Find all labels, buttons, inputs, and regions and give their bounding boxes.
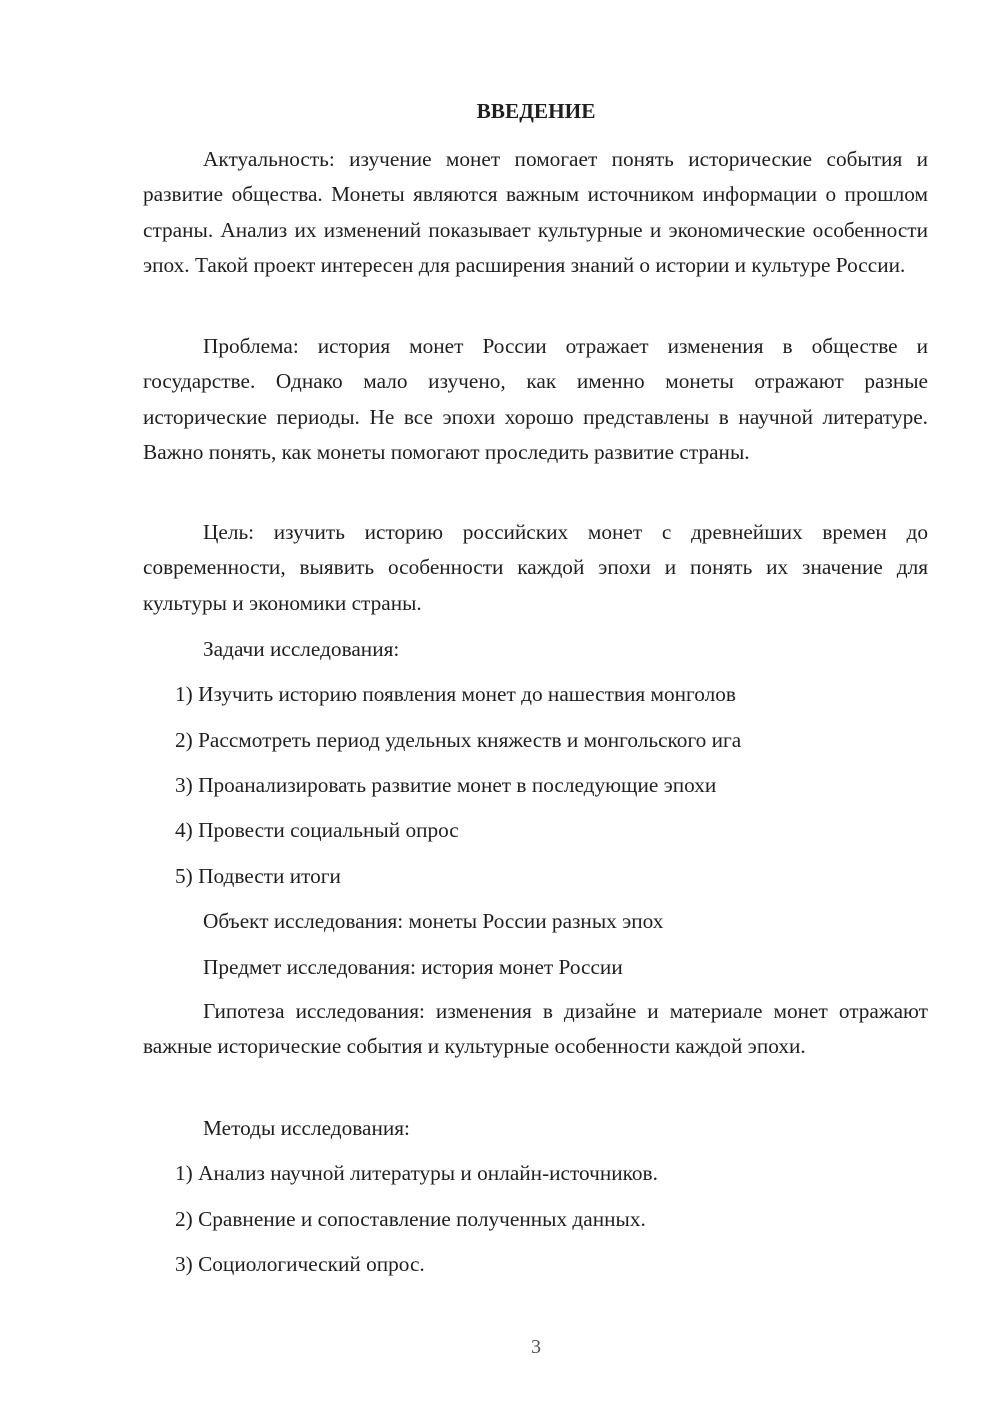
task-item: 2) Рассмотреть период удельных княжеств и монгольского ига <box>175 728 742 752</box>
tasks-heading: Задачи исследования: <box>203 637 400 661</box>
research-object: Объект исследования: монеты России разных эпох <box>203 909 664 933</box>
method-item: 3) Социологический опрос. <box>175 1252 425 1276</box>
task-item: 1) Изучить историю появления монет до нашествия монголов <box>175 682 736 706</box>
relevance-paragraph: Актуальность: изучение монет помогает понять исторические события и развитие общества. Монеты являются важным источником информации о прошлом страны. Анализ их изменений показывает культурные и экономические особенности эпох. Такой проект интересен для расширения знаний о истории и культуре России. <box>143 147 928 277</box>
problem-paragraph: Проблема: история монет России отражает изменения в обществе и государстве. Однако мало изучено, как именно монеты отражают разные исторические периоды. Не все эпохи хорошо представлены в научной литературе. Важно понять, как монеты помогают проследить развитие страны. <box>143 334 928 464</box>
methods-heading: Методы исследования: <box>203 1116 410 1140</box>
hypothesis-paragraph: Гипотеза исследования: изменения в дизайне и материале монет отражают важные исторические события и культурные особенности каждой эпохи. <box>143 999 928 1059</box>
task-item: 5) Подвести итоги <box>175 864 341 888</box>
page-title: ВВЕДЕНИЕ <box>476 99 596 123</box>
task-item: 4) Провести социальный опрос <box>175 818 459 842</box>
method-item: 2) Сравнение и сопоставление полученных данных. <box>175 1207 646 1231</box>
method-item: 1) Анализ научной литературы и онлайн-источников. <box>175 1161 658 1185</box>
page-number: 3 <box>531 1336 541 1358</box>
goal-paragraph: Цель: изучить историю российских монет с древнейших времен до современности, выявить особенности каждой эпохи и понять их значение для культуры и экономики страны. <box>143 520 928 615</box>
task-item: 3) Проанализировать развитие монет в последующие эпохи <box>175 773 717 797</box>
research-subject: Предмет исследования: история монет России <box>203 955 623 979</box>
